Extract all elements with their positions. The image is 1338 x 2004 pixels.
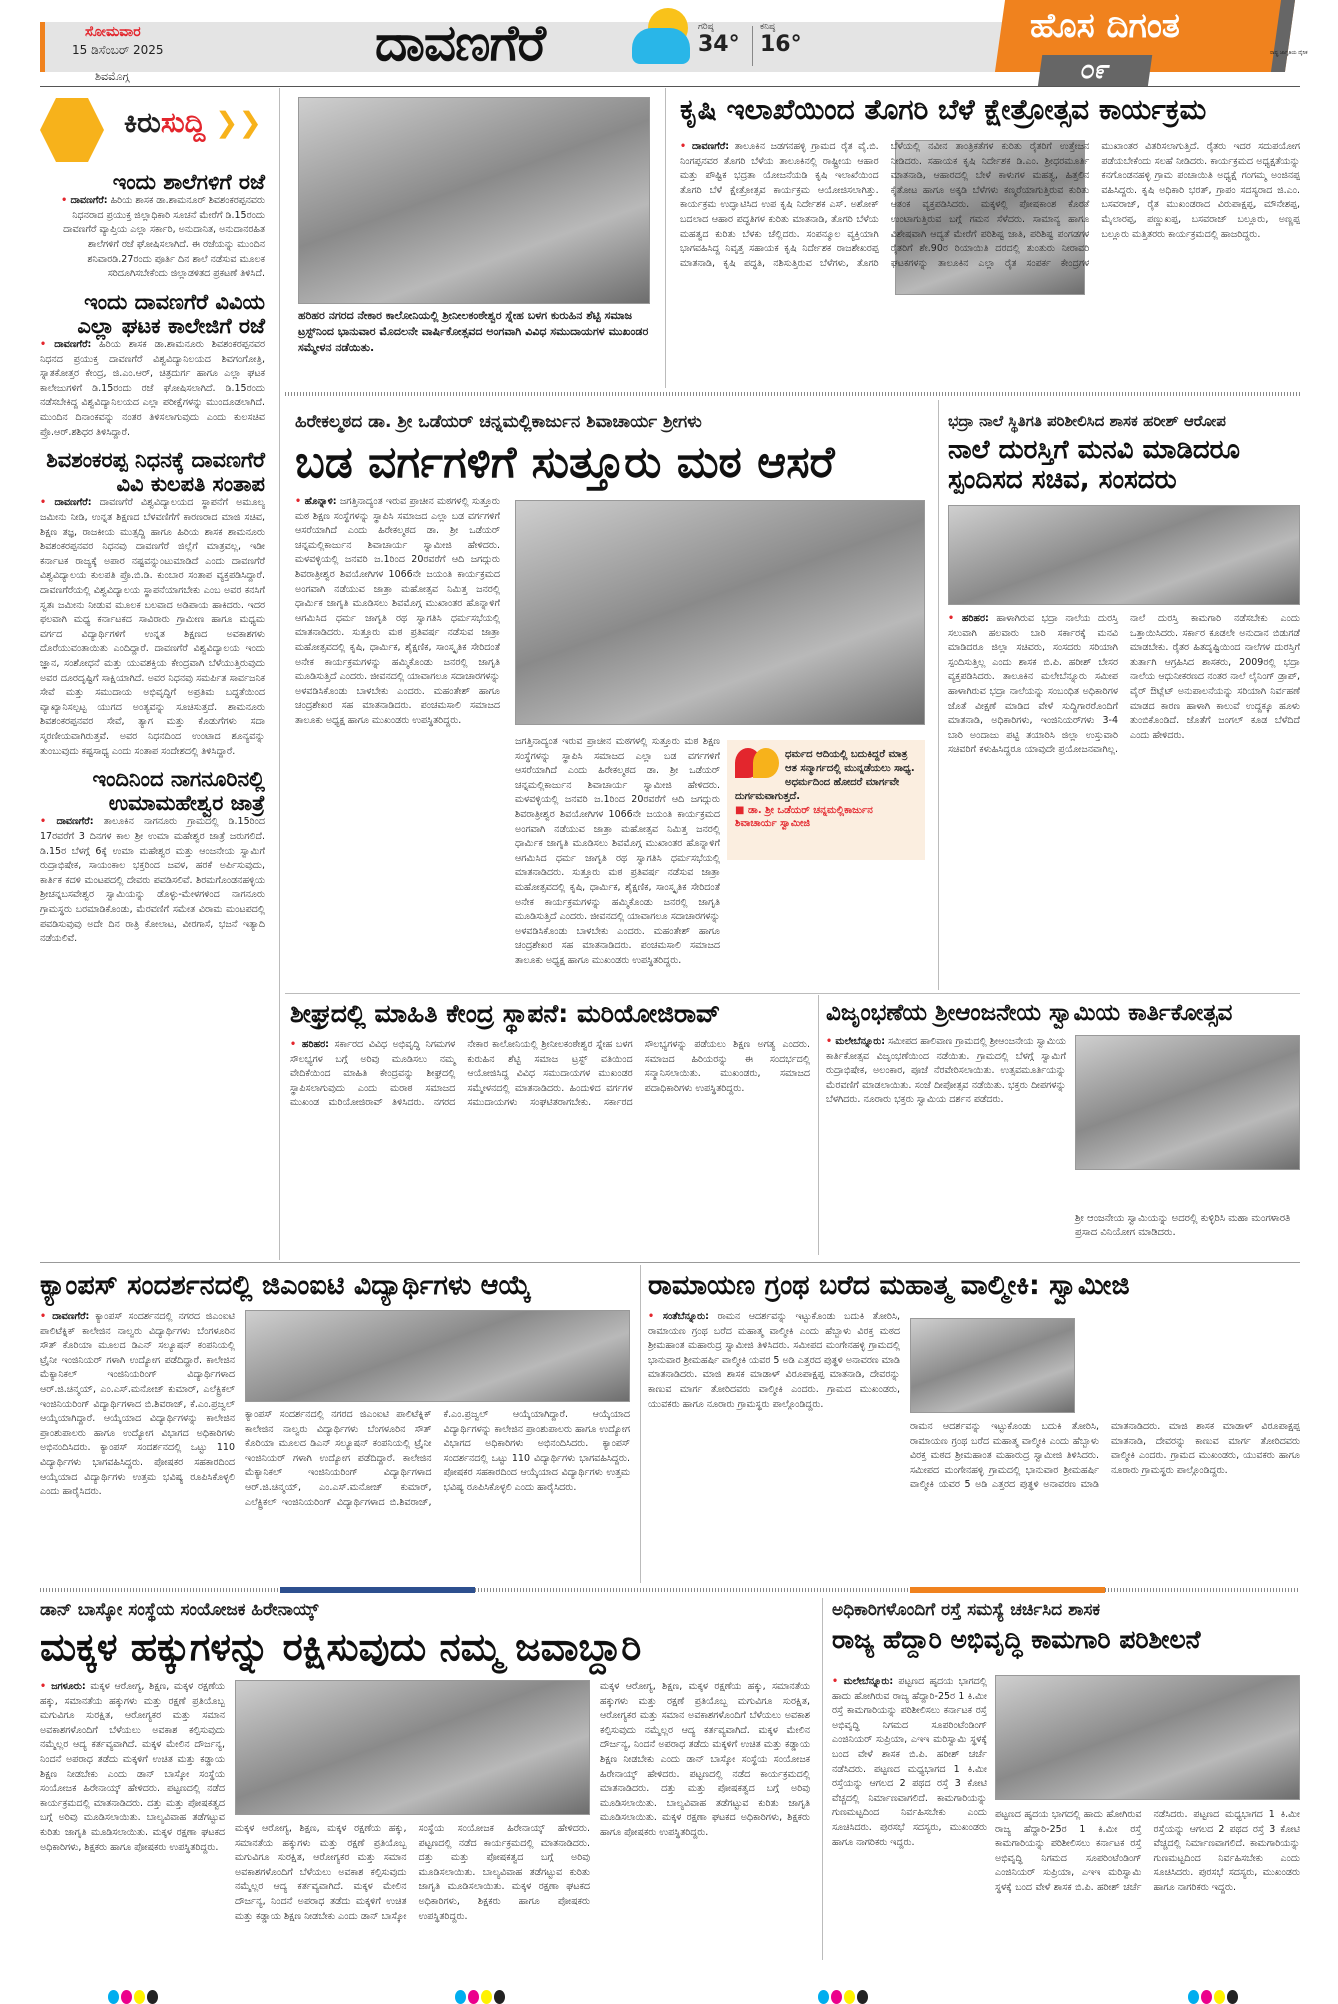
headline-mahiti: ಶೀಘ್ರದಲ್ಲಿ ಮಾಹಿತಿ ಕೇಂದ್ರ ಸ್ಥಾಪನೆ: ಮರಿಯೋಜಿರಾವ್ [290,999,721,1028]
masthead-title: ದಾವಣಗೆರೆ [375,14,545,72]
article-body-raste-cont: ಪಟ್ಟಣದ ಹೃದಯ ಭಾಗದಲ್ಲಿ ಹಾದು ಹೋಗಿರುವ ರಾಜ್ಯ ಹೆದ್ದಾರಿ-25ರ 1 ಕಿ.ಮೀ ರಸ್ತೆ ಕಾಮಗಾರಿಯನ್ನು ಪರಿಶೀಲಿಸಲು ಕರ್ನಾಟಕ ರಸ್ತೆ ಅಭಿವೃದ್ಧಿ ನಿಗಮದ ಸೂಪರಿಂಟೆಂಡಿಂಗ್ ಎಂಜಿನಿಯರ್ ಸುಪ್ರಿಯಾ, ಎಇಇ ಮರಿಸ್ವಾಮಿ ಸ್ಥಳಕ್ಕೆ ಬಂದ ವೇಳೆ ಶಾಸಕ ಬಿ.ಪಿ. ಹರೀಶ್ ಚರ್ಚೆ ನಡೆಸಿದರು. ಪಟ್ಟಣದ ಮಧ್ಯಭಾಗದ 1 ಕಿ.ಮೀ ರಸ್ತೆಯನ್ನು ಆಗಲದ 2 ಪಥದ ರಸ್ತೆ 3 ಕೋಟಿ ವೆಚ್ಚದಲ್ಲಿ ನಿರ್ಮಾಣವಾಗಲಿದೆ. ಕಾಮಗಾರಿಯನ್ನು ಗುಣಮಟ್ಟದಿಂದ ನಿರ್ವಹಿಸಬೇಕು ಎಂದು ಸೂಚಿಸಿದರು. ಪುರಸಭೆ ಸದಸ್ಯರು, ಮುಖಂಡರು ಹಾಗೂ ನಾಗರಿಕರು ಇದ್ದರು. [995,1809,1300,1893]
article-body-makkala-cont: ಮಕ್ಕಳ ಆರೋಗ್ಯ, ಶಿಕ್ಷಣ, ಮಕ್ಕಳ ರಕ್ಷಣೆಯ ಹಕ್ಕು, ಸಮಾನತೆಯ ಹಕ್ಕುಗಳು ಮತ್ತು ರಕ್ಷಣೆ ಪ್ರತಿಯೊಬ್ಬ ಮಗುವಿಗೂ ಸುರಕ್ಷಿತ, ಆರೋಗ್ಯಕರ ಮತ್ತು ಸಮಾನ ಅವಕಾಶಗಳೊಂದಿಗೆ ಬೆಳೆಯಲು ಅವಕಾಶ ಕಲ್ಪಿಸುವುದು ನಮ್ಮೆಲ್ಲರ ಆದ್ಯ ಕರ್ತವ್ಯವಾಗಿದೆ. ಮಕ್ಕಳ ಮೇಲಿನ ದೌರ್ಜನ್ಯ, ನಿಂದನೆ ಅಪರಾಧ ತಡೆದು ಮಕ್ಕಳಿಗೆ ಉಚಿತ ಮತ್ತು ಕಡ್ಡಾಯ ಶಿಕ್ಷಣ ನೀಡಬೇಕು ಎಂದು ಡಾನ್ ಬಾಸ್ಕೋ ಸಂಸ್ಥೆಯ ಸಂಯೋಜಕ ಹಿರೇನಾಯ್ಕ್ ಹೇಳಿದರು. ಪಟ್ಟಣದಲ್ಲಿ ನಡೆದ ಕಾರ್ಯಕ್ರಮದಲ್ಲಿ ಮಾತನಾಡಿದರು. ದತ್ತು ಮತ್ತು ಪೋಷಕತ್ವದ ಬಗ್ಗೆ ಅರಿವು ಮೂಡಿಸಲಾಯಿತು. ಬಾಲ್ಯವಿವಾಹ ತಡೆಗಟ್ಟುವ ಕುರಿತು ಜಾಗೃತಿ ಮೂಡಿಸಲಾಯಿತು. ಮಕ್ಕಳ ರಕ್ಷಣಾ ಘಟಕದ ಅಧಿಕಾರಿಗಳು, ಶಿಕ್ಷಕರು ಹಾಗೂ ಪೋಷಕರು ಉಪಸ್ಥಿತರಿದ್ದರು. [235,1823,590,1922]
article-body-campus-cont: ಕ್ಯಾಂಪಸ್ ಸಂದರ್ಶನದಲ್ಲಿ ನಗರದ ಜಿಎಂಐಟಿ ಪಾಲಿಟೆಕ್ನಿಕ್ ಕಾಲೇಜಿನ ನಾಲ್ವರು ವಿದ್ಯಾರ್ಥಿಗಳು ಬೆಂಗಳೂರಿನ ಸೌತ್ ಕೊರಿಯಾ ಮೂಲದ ಡಿಎನ್ ಸಲ್ಯೂಷನ್ ಕಂಪನಿಯಲ್ಲಿ ಟ್ರೈನೀ ಇಂಜಿನಿಯರ್ ಗಳಾಗಿ ಉದ್ಯೋಗ ಪಡೆದಿದ್ದಾರೆ. ಕಾಲೇಜಿನ ಮೆಕ್ಯಾನಿಕಲ್ ಇಂಜಿನಿಯರಿಂಗ್ ವಿದ್ಯಾರ್ಥಿಗಳಾದ ಆರ್.ಜಿ.ಚಿನ್ಮಯ್, ಎಂ.ಎಸ್.ಮನೋಜ್ ಕುಮಾರ್, ಎಲೆಕ್ಟ್ರಿಕಲ್ ಇಂಜಿನಿಯರಿಂಗ್ ವಿದ್ಯಾರ್ಥಿಗಳಾದ ಬಿ.ಶಿವರಾಜ್, ಕೆ.ಎಂ.ಪ್ರಜ್ವಲ್ ಆಯ್ಕೆಯಾಗಿದ್ದಾರೆ. ಆಯ್ಕೆಯಾದ ವಿದ್ಯಾರ್ಥಿಗಳನ್ನು ಕಾಲೇಜಿನ ಪ್ರಾಂಶುಪಾಲರು ಹಾಗೂ ಉದ್ಯೋಗ ವಿಭಾಗದ ಅಧಿಕಾರಿಗಳು ಅಭಿನಂದಿಸಿದರು. ಕ್ಯಾಂಪಸ್ ಸಂದರ್ಶನದಲ್ಲಿ ಒಟ್ಟು 110 ವಿದ್ಯಾರ್ಥಿಗಳು ಭಾಗವಹಿಸಿದ್ದರು. ಪೋಷಕರ ಸಹಕಾರದಿಂದ ಆಯ್ಕೆಯಾದ ವಿದ್ಯಾರ್ಥಿಗಳು ಉತ್ತಮ ಭವಿಷ್ಯ ರೂಪಿಸಿಕೊಳ್ಳಲಿ ಎಂದು ಹಾರೈಸಿದರು. [245,1409,630,1508]
headline-nale: ನಾಲೆ ದುರಸ್ತಿಗೆ ಮನವಿ ಮಾಡಿದರೂ ಸ್ಪಂದಿಸದ ಸಚಿವ, ಸಂಸದರು [948,435,1240,495]
headline-anjaneya: ವಿಜೃಂಭಣೆಯ ಶ್ರೀಆಂಜನೇಯ ಸ್ವಾಮಿಯ ಕಾರ್ತಿಕೋತ್ಸವ [826,1000,1233,1026]
headline-valmiki: ರಾಮಾಯಣ ಗ್ರಂಥ ಬರೆದ ಮಹಾತ್ಮ ವಾಲ್ಮೀಕಿ: ಸ್ವಾಮೀಜಿ [648,1270,1130,1301]
column-divider [640,1265,641,1583]
brief-item: ಇಂದು ಶಾಲೆಗಳಿಗೆ ರಜೆ • ದಾವಣಗೆರೆ: ಹಿರಿಯ ಶಾಸಕ ಡಾ.ಶಾಮನೂರ್ ಶಿವಶಂಕರಪ್ಪನವರು ನಿಧನರಾದ ಪ್ರಯುಕ್ತ ಜಿಲ್ಲಾಧಿಕಾರಿ ಸೂಚನೆ ಮೇರೆಗೆ ಡಿ.15ರಂದು ದಾವಣಗೆರೆ ವ್ಯಾಪ್ತಿಯ ಎಲ್ಲಾ ಸರ್ಕಾರಿ, ಅನುದಾನಿತ, ಅನುದಾನರಹಿತ ಶಾಲೆಗಳಿಗೆ ರಜೆ ಘೋಷಿಸಲಾಗಿದೆ. ಈ ರಜೆಯನ್ನು ಮುಂದಿನ ಶನಿವಾರಡಿ.27ರಂದು ಪೂರ್ತಿ ದಿನ ಶಾಲೆ ನಡೆಸುವ ಮೂಲಕ ಸರಿದೂಗಿಸಬೇಕೆಂದು ಜಿಲ್ಲಾಡಳಿತದ ಪ್ರಕಟಣೆ ತಿಳಿಸಿದೆ. [40,170,265,282]
column-divider [938,400,939,990]
photo-caption: ಶ್ರೀ ಆಂಜನೇಯ ಸ್ವಾಮಿಯನ್ನು ಅದರಲ್ಲಿ ಕುಳ್ಳಿರಿಸಿ ಮಹಾ ಮಂಗಳಾರತಿ ಪ್ರಸಾದ ವಿನಿಯೋಗ ಮಾಡಿದರು. [1075,1213,1291,1238]
kicker-nale: ಭದ್ರಾ ನಾಲೆ ಸ್ಥಿತಿಗತಿ ಪರಿಶೀಲಿಸಿದ ಶಾಸಕ ಹರೀಶ್ ಆರೋಪ [948,412,1226,430]
photo-dharma-ratha [515,500,925,725]
article-body-krishi: • ದಾವಣಗೆರೆ: ತಾಲೂಕಿನ ಜಡಗನಹಳ್ಳಿ ಗ್ರಾಮದ ರೈತ ವೈ.ಬಿ. ನಿಂಗಪ್ಪನವರ ತೊಗರಿ ಬೆಳೆಯ ತಾಲೂಕಿನಲ್ಲಿ ರಾಷ್ಟ್ರೀಯ ಆಹಾರ ಮತ್ತು ಪೌಷ್ಟಿಕ ಭದ್ರತಾ ಯೋಜನೆಯಡಿ ಕೃಷಿ ಇಲಾಖೆಯಿಂದ ತೊಗರಿ ಬೆಳೆ ಕ್ಷೇತ್ರೋತ್ಸವ ಕಾರ್ಯಕ್ರಮ ಆಯೋಜಿಸಲಾಗಿತ್ತು. ಕಾರ್ಯಕ್ರಮ ಉದ್ಘಾಟಿಸಿದ ಉಪ ಕೃಷಿ ನಿರ್ದೇಶಕ ಎಸ್. ಅಶೋಕ್ ಬದಲಾದ ಆಹಾರ ಪದ್ಧತಿಗಳ ಕುರಿತು ಮಾತನಾಡಿ, ತೊಗರಿ ಬೆಳೆಯ ಮಹತ್ವದ ಕುರಿತು ಬೆಳಕು ಚೆಲ್ಲಿದರು. ಸಂಪನ್ಮೂಲ ವ್ಯಕ್ತಿಯಾಗಿ ಭಾಗವಹಿಸಿದ್ದ ನಿವೃತ್ತ ಸಹಾಯಕ ಕೃಷಿ ನಿರ್ದೇಶಕ ರಾಜಶೇಖರಪ್ಪ ಮಾತನಾಡಿ, ಕೃಷಿ ಪದ್ಧತಿ, ನಶಿಸುತ್ತಿರುವ ಬೆಳೆಗಳು, ತೊಗರಿ ಬೆಳೆಯಲ್ಲಿ ನವೀನ ತಾಂತ್ರಿಕತೆಗಳ ಕುರಿತು ರೈತರಿಗೆ ಉತ್ತೇಜನ ನೀಡಿದರು. ಸಹಾಯಕ ಕೃಷಿ ನಿರ್ದೇಶಕ ಡಿ.ಎಂ. ಶ್ರೀಧರಮೂರ್ತಿ ಮಾತನಾಡಿ, ಆಹಾರದಲ್ಲಿ ಬೇಳೆ ಕಾಳುಗಳ ಮಹತ್ವ, ಹಿತ್ತಲಿನ ಕೈತೋಟ ಹಾಗೂ ಅಕ್ಕಡಿ ಬೆಳೆಗಳು ಕಣ್ಮರೆಯಾಗುತ್ತಿರುವ ಕುರಿತು ಆತಂಕ ವ್ಯಕ್ತಪಡಿಸಿದರು. ಮಕ್ಕಳಲ್ಲಿ ಪೋಷಕಾಂಶ ಕೊರತೆ ಉಂಟಾಗುತ್ತಿರುವ ಬಗ್ಗೆ ಗಮನ ಸೆಳೆದರು. ಸಾಮಾನ್ಯ ಹಾಗೂ ವಿಶೇಷವಾಗಿ ಆದ್ಯತೆ ಮೇರೆಗೆ ಪರಿಶಿಷ್ಟ ಜಾತಿ, ಪರಿಶಿಷ್ಟ ಪಂಗಡಗಳ ರೈತರಿಗೆ ಶೇ.90ರ ರಿಯಾಯಿತಿ ದರದಲ್ಲಿ ತುಂತುರು ನೀರಾವರಿ ಘಟಕಗಳನ್ನು ತಾಲೂಕಿನ ಎಲ್ಲಾ ರೈತ ಸಂಪರ್ಕ ಕೇಂದ್ರಗಳ ಮುಖಾಂತರ ವಿತರಿಸಲಾಗುತ್ತಿದೆ. ರೈತರು ಇದರ ಸದುಪಯೋಗ ಪಡೆಯಬೇಕೆಂದು ಸಲಹೆ ನೀಡಿದರು. ಕಾರ್ಯಕ್ರಮದ ಅಧ್ಯಕ್ಷತೆಯನ್ನು ಕನಗೊಂಡನಹಳ್ಳಿ ಗ್ರಾಮ ಪಂಚಾಯಿತಿ ಅಧ್ಯಕ್ಷೆ ಗಂಗಮ್ಮ ಅಂಜಿನಪ್ಪ ವಹಿಸಿದ್ದರು. ಕೃಷಿ ಅಧಿಕಾರಿ ಭರತ್, ಗ್ರಾಪಂ ಸದಸ್ಯರಾದ ಜಿ.ಎಂ. ಬಸವರಾಜ್, ರೈತ ಮುಖಂಡರಾದ ವಿರುಪಾಕ್ಷಪ್ಪ, ಮೌನೇಶಪ್ಪ, ಮೈಲಾರಪ್ಪ, ಪಣ್ಣುಖಪ್ಪ, ಬಸವರಾಜ್ ಬಲ್ಲೂರು, ಅಣ್ಣಪ್ಪ ಬಲ್ಲೂರು ಮತ್ತಿತರರು ಕಾರ್ಯಕ್ರಮದಲ್ಲಿ ಹಾಜರಿದ್ದರು. [680,140,1300,385]
header-rule [40,86,1300,87]
brief-item: ಶಿವಶಂಕರಪ್ಪ ನಿಧನಕ್ಕೆ ದಾವಣಗೆರೆ ವಿವಿ ಕುಲಪತಿ ಸಂತಾಪ • ದಾವಣಗೆರೆ: ದಾವಣಗೆರೆ ವಿಶ್ವವಿದ್ಯಾಲಯದ ಸ್ಥಾಪನೆಗೆ ಅಮೂಲ್ಯ ಜಮೀನು ನೀಡಿ, ಉನ್ನತ ಶಿಕ್ಷಣದ ಬೆಳವಣಿಗೆಗೆ ಕಾರಣರಾದ ಮಾಜಿ ಸಚಿವ, ಶಿಕ್ಷಣ ತಜ್ಞ, ರಾಜಕೀಯ ಮುತ್ಸದ್ದಿ ಹಾಗೂ ಹಿರಿಯ ಶಾಸಕ ಶಾಮನೂರು ಶಿವಶಂಕರಪ್ಪನವರ ನಿಧನವು ದಾವಣಗೆರೆ ಜಿಲ್ಲೆಗೆ ಮಾತ್ರವಲ್ಲ, ಇಡೀ ಕರ್ನಾಟಕ ರಾಜ್ಯಕ್ಕೆ ಅಪಾರ ನಷ್ಟವನ್ನುಂಟುಮಾಡಿದೆ ಎಂದು ದಾವಣಗೆರೆ ವಿಶ್ವವಿದ್ಯಾಲಯ ಕುಲಪತಿ ಪ್ರೊ.ಬಿ.ಡಿ. ಕುಂಬಾರ ಸಂತಾಪ ವ್ಯಕ್ತಪಡಿಸಿದ್ದಾರೆ. ದಾವಣಗೆರೆಯಲ್ಲಿ ವಿಶ್ವವಿದ್ಯಾಲಯ ಸ್ಥಾಪನೆಯಾಗಬೇಕು ಎಂಬ ಅವರ ಕನಸಿಗೆ ಸ್ವತಃ ಜಮೀನು ನೀಡುವ ಮೂಲಕ ಬಲವಾದ ಅಡಿಪಾಯ ಹಾಕಿದರು. ಇದರ ಫಲವಾಗಿ ಮಧ್ಯ ಕರ್ನಾಟಕದ ಸಾವಿರಾರು ಗ್ರಾಮೀಣ ಹಾಗೂ ಮಧ್ಯಮ ವರ್ಗದ ವಿದ್ಯಾರ್ಥಿಗಳಿಗೆ ಉನ್ನತ ಶಿಕ್ಷಣದ ಅವಕಾಶಗಳು ದೊರೆಯುವಂತಾಯಿತು ಎಂದಿದ್ದಾರೆ. ದಾವಣಗೆರೆ ವಿಶ್ವವಿದ್ಯಾಲಯ ಇಂದು ಜ್ಞಾನ, ಸಂಶೋಧನೆ ಮತ್ತು ಯುವಶಕ್ತಿಯ ಕೇಂದ್ರವಾಗಿ ಬೆಳೆಯುತ್ತಿರುವುದು ಅವರ ದೂರದೃಷ್ಟಿಗೆ ಸಾಕ್ಷಿಯಾಗಿದೆ. ಅವರ ನಿಧನವು ಸಮರ್ಪಿತ ಸಾರ್ವಜನಿಕ ಸೇವೆ ಮತ್ತು ಸಮುದಾಯ ಅಭಿವೃದ್ಧಿಗೆ ಅಪ್ರತಿಮ ಬದ್ಧತೆಯಿಂದ ವ್ಯಾಖ್ಯಾನಿಸಲ್ಪಟ್ಟ ಯುಗದ ಅಂತ್ಯವನ್ನು ಸೂಚಿಸುತ್ತದೆ. ಶಾಮನೂರು ಶಿವಶಂಕರಪ್ಪನವರ ಸೇವೆ, ತ್ಯಾಗ ಮತ್ತು ಕೊಡುಗೆಗಳು ಸದಾ ಸ್ಮರಣೀಯವಾಗಿರುತ್ತವೆ. ಅವರ ನಿಧನದಿಂದ ಉಂಟಾದ ಶೂನ್ಯವನ್ನು ತುಂಬುವುದು ಕಷ್ಟಸಾಧ್ಯ ಎಂದು ಸಂತಾಪ ಸಂದೇಶದಲ್ಲಿ ತಿಳಿಸಿದ್ದಾರೆ. [40,448,265,759]
kicker-makkala: ಡಾನ್ ಬಾಸ್ಕೋ ಸಂಸ್ಥೆಯ ಸಂಯೋಜಕ ಹಿರೇನಾಯ್ಕ್ [40,1600,319,1620]
article-body-suttur: • ಹೊನ್ನಾಳಿ: ಜಗತ್ತಿನಾದ್ಯಂತ ಇರುವ ಪ್ರಾಚೀನ ಮಠಗಳಲ್ಲಿ ಸುತ್ತೂರು ಮಠ ಶಿಕ್ಷಣ ಸಂಸ್ಥೆಗಳನ್ನು ಸ್ಥಾಪಿಸಿ ಸಮಾಜದ ಎಲ್ಲಾ ಬಡ ವರ್ಗಗಳಿಗೆ ಆಸರೆಯಾಗಿದೆ ಎಂದು ಹಿರೇಕಲ್ಮಠದ ಡಾ. ಶ್ರೀ ಒಡೆಯರ್ ಚನ್ನಮಲ್ಲಿಕಾರ್ಜುನ ಶಿವಾಚಾರ್ಯ ಸ್ವಾಮೀಜಿ ಹೇಳಿದರು. ಮಳವಳ್ಳಿಯಲ್ಲಿ ಜನವರಿ ಜ.1ರಿಂದ 20ರವರೆಗೆ ಆದಿ ಜಗದ್ಗುರು ಶಿವರಾತ್ರೀಶ್ವರ ಶಿವಯೋಗಿಗಳ 1066ನೇ ಜಯಂತಿ ಕಾರ್ಯಕ್ರಮದ ಅಂಗವಾಗಿ ನಡೆಯುವ ಜಾತ್ರಾ ಮಹೋತ್ಸವ ನಿಮಿತ್ತ ಜನರಲ್ಲಿ ಧಾರ್ಮಿಕ ಜಾಗೃತಿ ಮೂಡಿಸಲು ಶಿವಮೊಗ್ಗ ಮುಖಾಂತರ ಹೊನ್ನಾಳಿಗೆ ಆಗಮಿಸಿದ ಧರ್ಮ ಜಾಗೃತಿ ರಥ ಸ್ವಾಗತಿಸಿ ಧರ್ಮಸಭೆಯಲ್ಲಿ ಮಾತನಾಡಿದರು. ಸುತ್ತೂರು ಮಠ ಪ್ರತಿವರ್ಷ ನಡೆಸುವ ಜಾತ್ರಾ ಮಹೋತ್ಸವದಲ್ಲಿ ಕೃಷಿ, ಧಾರ್ಮಿಕ, ಶೈಕ್ಷಣಿಕ, ಸಾಂಸ್ಕೃತಿಕ ಸೇರಿದಂತೆ ಅನೇಕ ಕಾರ್ಯಕ್ರಮಗಳನ್ನು ಹಮ್ಮಿಕೊಂಡು ಜನರಲ್ಲಿ ಜಾಗೃತಿ ಮೂಡಿಸುತ್ತಿದೆ ಎಂದರು. ಜೀವನದಲ್ಲಿ ಯಾವಾಗಲೂ ಸದಾಚಾರಗಳನ್ನು ಅಳವಡಿಸಿಕೊಂಡು ಬಾಳಬೇಕು ಎಂದರು. ಮಹಂತೇಶ್ ಹಾಗೂ ಚಂದ್ರಶೇಖರ ಸಹ ಮಾತನಾಡಿದರು. ಪಂಚಮಸಾಲಿ ಸಮಾಜದ ತಾಲೂಕು ಅಧ್ಯಕ್ಷ ಹಾಗೂ ಮುಖಂಡರು ಉಪಸ್ಥಿತರಿದ್ದರು. [295,495,500,990]
column-divider [818,995,819,1255]
brief-item: ಇಂದು ದಾವಣಗೆರೆ ವಿವಿಯ ಎಲ್ಲಾ ಘಟಕ ಕಾಲೇಜಿಗೆ ರಜೆ • ದಾವಣಗೆರೆ: ಹಿರಿಯ ಶಾಸಕ ಡಾ.ಶಾಮನೂರು ಶಿವಶಂಕರಪ್ಪನವರ ನಿಧನದ ಪ್ರಯುಕ್ತ ದಾವಣಗೆರೆ ವಿಶ್ವವಿದ್ಯಾನಿಲಯದ ಶಿವಗಂಗೋತ್ರಿ, ಸ್ನಾತಕೋತ್ತರ ಕೇಂದ್ರ, ಜಿ.ಎಂ.ಆರ್, ಚಿತ್ರದುರ್ಗ ಹಾಗೂ ಎಲ್ಲಾ ಘಟಕ ಕಾಲೇಜುಗಳಿಗೆ ಡಿ.15ರಂದು ರಜೆ ಘೋಷಿಸಲಾಗಿದೆ. ಡಿ.15ರಂದು ನಡೆಸಬೇಕಿದ್ದ ವಿಶ್ವವಿದ್ಯಾನಿಲಯದ ಎಲ್ಲಾ ಪರೀಕ್ಷೆಗಳನ್ನು ಮುಂದೂಡಲಾಗಿದೆ. ಮುಂದಿನ ದಿನಾಂಕವನ್ನು ನಂತರ ತಿಳಿಸಲಾಗುವುದು ಎಂದು ಕುಲಸಚಿವ ಪ್ರೊ.ಆರ್.ಶಶಿಧರ ತಿಳಿಸಿದ್ದಾರೆ. [40,290,265,440]
header-day: ಸೋಮವಾರ [85,24,141,40]
quote-icon [735,748,779,782]
photo-children-rights [235,1680,590,1815]
color-band-orange [910,1587,1105,1593]
article-body-valmiki: • ಸಂತೆಬೆನ್ನೂರು: ರಾಮನ ಆದರ್ಶವನ್ನು ಇಟ್ಟುಕೊಂಡು ಬದುಕಿ ತೋರಿಸಿ, ರಾಮಾಯಣ ಗ್ರಂಥ ಬರೆದ ಮಹಾತ್ಮ ವಾಲ್ಮೀಕಿ ಎಂದು ಹೆಬ್ಬಾಳು ವಿರಕ್ತ ಮಠದ ಶ್ರೀಮಹಾಂತ ಮಹಾರುದ್ರ ಸ್ವಾಮೀಜಿ ತಿಳಿಸಿದರು. ಸಮೀಪದ ಮಂಗೇನಹಳ್ಳಿ ಗ್ರಾಮದಲ್ಲಿ ಭಾನುವಾರ ಶ್ರೀಮಹರ್ಷಿ ವಾಲ್ಮೀಕಿ ಯವರ 5 ಅಡಿ ಎತ್ತರದ ಪುತ್ಥಳಿ ಅನಾವರಣ ಮಾಡಿ ಮಾತನಾಡಿದರು. ಮಾಜಿ ಶಾಸಕ ಮಾಡಾಳ್ ವಿರೂಪಾಕ್ಷಪ್ಪ ಮಾತನಾಡಿ, ದೇವರನ್ನು ಕಾಣುವ ಮಾರ್ಗ ತೋರಿದವರು ವಾಲ್ಮೀಕಿ ಎಂದರು. ಗ್ರಾಮದ ಮುಖಂಡರು, ಯುವಕರು ಹಾಗೂ ನೂರಾರು ಗ್ರಾಮಸ್ಥರು ಪಾಲ್ಗೊಂಡಿದ್ದರು. [648,1310,900,1580]
section-divider [285,392,1300,396]
article-body-anjaneya: • ಮಲೇಬೆನ್ನೂರು: ಸಮೀಪದ ಹಾಲಿವಾಣ ಗ್ರಾಮದಲ್ಲಿ ಶ್ರೀಆಂಜನೇಯ ಸ್ವಾಮಿಯ ಕಾರ್ತಿಕೋತ್ಸವ ವಿಜೃಂಭಣೆಯಿಂದ ನಡೆಯಿತು. ಗ್ರಾಮದಲ್ಲಿ ಬೆಳಗ್ಗೆ ಸ್ವಾಮಿಗೆ ರುದ್ರಾಭಿಷೇಕ, ಅಲಂಕಾರ, ಪೂಜೆ ನೆರವೇರಿಸಲಾಯಿತು. ಉತ್ಸವಮೂರ್ತಿಯನ್ನು ಮೆರವಣಿಗೆ ಮಾಡಲಾಯಿತು. ಸಂಜೆ ದೀಪೋತ್ಸವ ನಡೆಯಿತು. ಭಕ್ತರು ದೀಪಗಳನ್ನು ಬೆಳಗಿದರು. ನೂರಾರು ಭಕ್ತರು ಸ್ವಾಮಿಯ ದರ್ಶನ ಪಡೆದರು. [826,1035,1066,1250]
registration-marks [1188,1990,1238,2004]
headline-campus: ಕ್ಯಾಂಪಸ್ ಸಂದರ್ಶನದಲ್ಲಿ ಜಿಎಂಐಟಿ ವಿದ್ಯಾರ್ಥಿಗಳು ಆಯ್ಕೆ [40,1270,532,1301]
header-edition-city: ಶಿವಮೊಗ್ಗ [95,70,130,83]
max-temp: ಗರಿಷ್ಠ 34° [698,22,740,57]
article-body-makkala: • ಜಗಳೂರು: ಮಕ್ಕಳ ಆರೋಗ್ಯ, ಶಿಕ್ಷಣ, ಮಕ್ಕಳ ರಕ್ಷಣೆಯ ಹಕ್ಕು, ಸಮಾನತೆಯ ಹಕ್ಕುಗಳು ಮತ್ತು ರಕ್ಷಣೆ ಪ್ರತಿಯೊಬ್ಬ ಮಗುವಿಗೂ ಸುರಕ್ಷಿತ, ಆರೋಗ್ಯಕರ ಮತ್ತು ಸಮಾನ ಅವಕಾಶಗಳೊಂದಿಗೆ ಬೆಳೆಯಲು ಅವಕಾಶ ಕಲ್ಪಿಸುವುದು ನಮ್ಮೆಲ್ಲರ ಆದ್ಯ ಕರ್ತವ್ಯವಾಗಿದೆ. ಮಕ್ಕಳ ಮೇಲಿನ ದೌರ್ಜನ್ಯ, ನಿಂದನೆ ಅಪರಾಧ ತಡೆದು ಮಕ್ಕಳಿಗೆ ಉಚಿತ ಮತ್ತು ಕಡ್ಡಾಯ ಶಿಕ್ಷಣ ನೀಡಬೇಕು ಎಂದು ಡಾನ್ ಬಾಸ್ಕೋ ಸಂಸ್ಥೆಯ ಸಂಯೋಜಕ ಹಿರೇನಾಯ್ಕ್ ಹೇಳಿದರು. ಪಟ್ಟಣದಲ್ಲಿ ನಡೆದ ಕಾರ್ಯಕ್ರಮದಲ್ಲಿ ಮಾತನಾಡಿದರು. ದತ್ತು ಮತ್ತು ಪೋಷಕತ್ವದ ಬಗ್ಗೆ ಅರಿವು ಮೂಡಿಸಲಾಯಿತು. ಬಾಲ್ಯವಿವಾಹ ತಡೆಗಟ್ಟುವ ಕುರಿತು ಜಾಗೃತಿ ಮೂಡಿಸಲಾಯಿತು. ಮಕ್ಕಳ ರಕ್ಷಣಾ ಘಟಕದ ಅಧಿಕಾರಿಗಳು, ಶಿಕ್ಷಕರು ಹಾಗೂ ಪೋಷಕರು ಉಪಸ್ಥಿತರಿದ್ದರು. [40,1680,225,1960]
photo-caption: ಹರಿಹರ ನಗರದ ನೇಕಾರ ಕಾಲೋನಿಯಲ್ಲಿ ಶ್ರೀನೀಲಕಂಠೇಶ್ವರ ಸ್ನೇಹ ಬಳಗ ಕುರುಹಿನ ಶೆಟ್ಟಿ ಸಮಾಜ ಟ್ರಸ್ಟ್‌ನಿಂದ ಭಾನುವಾರ ಮೊದಲನೇ ವಾರ್ಷಿಕೋತ್ಸವದ ಅಂಗವಾಗಿ ವಿವಿಧ ಸಮುದಾಯಗಳ ಮುಖಂಡರ ಸಮ್ಮೇಳನ ನಡೆಯಿತು. [298,309,649,354]
headline-raste: ರಾಜ್ಯ ಹೆದ್ದಾರಿ ಅಭಿವೃದ್ಧಿ ಕಾಮಗಾರಿ ಪರಿಶೀಲನೆ [832,1625,1201,1654]
brief-headline: ಇಂದು ದಾವಣಗೆರೆ ವಿವಿಯ ಎಲ್ಲಾ ಘಟಕ ಕಾಲೇಜಿಗೆ ರಜೆ [77,289,265,338]
headline-krishi: ಕೃಷಿ ಇಲಾಖೆಯಿಂದ ತೊಗರಿ ಬೆಳೆ ಕ್ಷೇತ್ರೋತ್ಸವ ಕಾರ್ಯಕ್ರಮ [680,93,1207,126]
chevrons-icon: ❯❯ [205,106,262,139]
cloud-icon [632,28,690,64]
photo-anjaneya [1075,1035,1300,1170]
headline-makkala: ಮಕ್ಕಳ ಹಕ್ಕುಗಳನ್ನು ರಕ್ಷಿಸುವುದು ನಮ್ಮ ಜವಾಬ್ದಾರಿ [40,1625,642,1669]
photo-highway-inspection [995,1675,1300,1800]
photo-valmiki-statue [910,1318,1075,1413]
photo-community-meet [298,97,650,304]
brief-item: ಇಂದಿನಿಂದ ನಾಗನೂರಿನಲ್ಲಿ ಉಮಾಮಹೇಶ್ವರ ಜಾತ್ರೆ • ದಾವಣಗೆರೆ: ತಾಲೂಕಿನ ನಾಗನೂರು ಗ್ರಾಮದಲ್ಲಿ ಡಿ.15ರಿಂದ 17ರವರೆಗೆ 3 ದಿನಗಳ ಕಾಲ ಶ್ರೀ ಉಮಾ ಮಹೇಶ್ವರ ಜಾತ್ರೆ ಜರುಗಲಿದೆ. ಡಿ.15ರ ಬೆಳಗ್ಗೆ 6ಕ್ಕೆ ಉಮಾ ಮಹೇಶ್ವರ ಮತ್ತು ಆಂಜನೇಯ ಸ್ವಾಮಿಗೆ ರುದ್ರಾಭಿಷೇಕ, ಸಾಯಂಕಾಲ ಭಕ್ತರಿಂದ ಜವಳ, ಹರಕೆ ಅರ್ಪಿಸುವುದು, ಕಾರ್ತಿಕ ಕದಳಿ ಮಂಟಪದಲ್ಲಿ ದೇವರು ಪವಡಿಸಲಿವೆ. ಶಿರಮಗೊಂಡನಹಳ್ಳಿಯ ಶ್ರೀಚನ್ನಬಸವೇಶ್ವರ ಸ್ವಾಮಿಯನ್ನು ಡೊಳ್ಳು-ಮೇಳಗಳಿಂದ ನಾಗನೂರು ಗ್ರಾಮಸ್ಥರು ಬರಮಾಡಿಕೊಂಡು, ಮೆರವಣಿಗೆ ಸಮೇತ ವಿರಾಮ ಮಂಟಪದಲ್ಲಿ ಪವಡಿಸುವುವು ಅದೇ ದಿನ ರಾತ್ರಿ ಕೋಲಾಟ, ವೀರಗಾಸೆ, ಭಜನೆ ಇತ್ಯಾದಿ ನಡೆಯಲಿವೆ. [40,767,265,947]
article-body-mahiti: • ಹರಿಹರ: ಸರ್ಕಾರದ ವಿವಿಧ ಅಭಿವೃದ್ಧಿ ನಿಗಮಗಳ ಸೌಲಭ್ಯಗಳ ಬಗ್ಗೆ ಅರಿವು ಮೂಡಿಸಲು ನಮ್ಮ ವೇದಿಕೆಯಿಂದ ಮಾಹಿತಿ ಕೇಂದ್ರವನ್ನು ಶೀಘ್ರದಲ್ಲಿ ಸ್ಥಾಪಿಸಲಾಗುವುದು ಎಂದು ಮರಾಠ ಸಮಾಜದ ಮುಖಂಡ ಮರಿಯೋಜಿರಾವ್ ತಿಳಿಸಿದರು. ನಗರದ ನೇಕಾರ ಕಾಲೋನಿಯಲ್ಲಿ ಶ್ರೀನೀಲಕಂಠೇಶ್ವರ ಸ್ನೇಹ ಬಳಗ ಕುರುಹಿನ ಶೆಟ್ಟಿ ಸಮಾಜ ಟ್ರಸ್ಟ್ ವತಿಯಿಂದ ಆಯೋಜಿಸಿದ್ದ ವಿವಿಧ ಸಮುದಾಯಗಳ ಮುಖಂಡರ ಸಮ್ಮೇಳನದಲ್ಲಿ ಮಾತನಾಡಿದರು. ಹಿಂದುಳಿದ ವರ್ಗಗಳ ಸಮುದಾಯಗಳು ಸಂಘಟಿತರಾಗಬೇಕು. ಸರ್ಕಾರದ ಸೌಲಭ್ಯಗಳನ್ನು ಪಡೆಯಲು ಶಿಕ್ಷಣ ಅಗತ್ಯ ಎಂದರು. ಸಮಾಜದ ಹಿರಿಯರನ್ನು ಈ ಸಂದರ್ಭದಲ್ಲಿ ಸನ್ಮಾನಿಸಲಾಯಿತು. ಮುಖಂಡರು, ಸಮಾಜದ ಪದಾಧಿಕಾರಿಗಳು ಉಪಸ್ಥಿತರಿದ್ದರು. [290,1038,810,1250]
pointing-hand-icon [40,98,104,162]
column-divider [665,88,666,388]
headline-suttur: ಬಡ ವರ್ಗಗಳಿಗೆ ಸುತ್ತೂರು ಮಠ ಆಸರೆ [295,437,835,488]
min-temp: ಕನಿಷ್ಠ 16° [760,22,802,57]
column-divider [279,88,280,1260]
article-body-nale: • ಹರಿಹರ: ಹಾಳಾಗಿರುವ ಭದ್ರಾ ನಾಲೆಯ ದುರಸ್ತಿ ಸಲುವಾಗಿ ಹಲವಾರು ಬಾರಿ ಸರ್ಕಾರಕ್ಕೆ ಮನವಿ ಮಾಡಿದರೂ ಜಿಲ್ಲಾ ಸಚಿವರು, ಸಂಸದರು ಸರಿಯಾಗಿ ಸ್ಪಂದಿಸುತ್ತಿಲ್ಲ ಎಂದು ಶಾಸಕ ಬಿ.ಪಿ. ಹರೀಶ್ ಬೇಸರ ವ್ಯಕ್ತಪಡಿಸಿದರು. ತಾಲೂಕಿನ ಮಲೇಬೆನ್ನೂರು ಸಮೀಪ ಹಾಳಾಗಿರುವ ಭದ್ರಾ ನಾಲೆಯನ್ನು ಸಂಬಂಧಿತ ಅಧಿಕಾರಿಗಳ ಜೊತೆ ವೀಕ್ಷಣೆ ಮಾಡಿದ ವೇಳೆ ಸುದ್ದಿಗಾರರೊಂದಿಗೆ ಮಾತನಾಡಿ, ಅಧಿಕಾರಿಗಳು, ಇಂಜಿನಿಯರ್‌ಗಳು 3-4 ಬಾರಿ ಅಂದಾಜು ಪಟ್ಟಿ ತಯಾರಿಸಿ ಜಿಲ್ಲಾ ಉಸ್ತುವಾರಿ ಸಚಿವರಿಗೆ ಕಳುಹಿಸಿದ್ದರೂ ಯಾವುದೇ ಪ್ರಯೋಜನವಾಗಿಲ್ಲ. ನಾಲೆ ದುರಸ್ತಿ ಕಾಮಗಾರಿ ನಡೆಸಬೇಕು ಎಂದು ಒತ್ತಾಯಿಸಿದರು. ಸರ್ಕಾರ ಕೂಡಲೇ ಅನುದಾನ ಬಿಡುಗಡೆ ಮಾಡಬೇಕು. ರೈತರ ಹಿತದೃಷ್ಟಿಯಿಂದ ನಾಲೆಗಳ ದುರಸ್ತಿಗೆ ತುರ್ತಾಗಿ ಆಗ್ರಹಿಸಿದ ಶಾಸಕರು, 2009ರಲ್ಲಿ ಭದ್ರಾ ನಾಲೆಯ ಆಧುನೀಕರಣದ ನಂತರ ನಾಲೆ ಲೈನಿಂಗ್ ಡ್ರಾಪ್, ವೈರ್ ಔಟ್ಲೆಟ್ ಅನುಪಾಲನೆಯನ್ನು ಸರಿಯಾಗಿ ನಿರ್ವಹಣೆ ಮಾಡದ ಕಾರಣ ಹಾಳಾಗಿ ಕಾಲುವೆ ಉದ್ದಕ್ಕೂ ಹೂಳು ತುಂಬಿಕೊಂಡಿದೆ. ಜೊತೆಗೆ ಜಂಗಲ್ ಕೂಡ ಬೆಳೆದಿದೆ ಎಂದು ಹೇಳಿದರು. [948,612,1300,987]
photo-canal-inspection [948,505,1300,605]
registration-marks [455,1990,505,2004]
column-divider [822,1598,823,1960]
registration-marks [108,1990,158,2004]
newspaper-logo: ಹೊಸ ದಿಗಂತ [1030,6,1180,46]
color-band-blue [280,1587,475,1593]
brief-headline: ಶಿವಶಂಕರಪ್ಪ ನಿಧನಕ್ಕೆ ದಾವಣಗೆರೆ ವಿವಿ ಕುಲಪತಿ ಸಂತಾಪ [46,448,265,497]
article-body-valmiki-cont: ರಾಮನ ಆದರ್ಶವನ್ನು ಇಟ್ಟುಕೊಂಡು ಬದುಕಿ ತೋರಿಸಿ, ರಾಮಾಯಣ ಗ್ರಂಥ ಬರೆದ ಮಹಾತ್ಮ ವಾಲ್ಮೀಕಿ ಎಂದು ಹೆಬ್ಬಾಳು ವಿರಕ್ತ ಮಠದ ಶ್ರೀಮಹಾಂತ ಮಹಾರುದ್ರ ಸ್ವಾಮೀಜಿ ತಿಳಿಸಿದರು. ಸಮೀಪದ ಮಂಗೇನಹಳ್ಳಿ ಗ್ರಾಮದಲ್ಲಿ ಭಾನುವಾರ ಶ್ರೀಮಹರ್ಷಿ ವಾಲ್ಮೀಕಿ ಯವರ 5 ಅಡಿ ಎತ್ತರದ ಪುತ್ಥಳಿ ಅನಾವರಣ ಮಾಡಿ ಮಾತನಾಡಿದರು. ಮಾಜಿ ಶಾಸಕ ಮಾಡಾಳ್ ವಿರೂಪಾಕ್ಷಪ್ಪ ಮಾತನಾಡಿ, ದೇವರನ್ನು ಕಾಣುವ ಮಾರ್ಗ ತೋರಿದವರು ವಾಲ್ಮೀಕಿ ಎಂದರು. ಗ್ರಾಮದ ಮುಖಂಡರು, ಯುವಕರು ಹಾಗೂ ನೂರಾರು ಗ್ರಾಮಸ್ಥರು ಪಾಲ್ಗೊಂಡಿದ್ದರು. [910,1421,1300,1491]
kirusuddi-title: ಕಿರುಸುದ್ದಿ ❯❯ [124,106,262,139]
article-body-campus: • ದಾವಣಗೆರೆ: ಕ್ಯಾಂಪಸ್ ಸಂದರ್ಶನದಲ್ಲಿ ನಗರದ ಜಿಎಂಐಟಿ ಪಾಲಿಟೆಕ್ನಿಕ್ ಕಾಲೇಜಿನ ನಾಲ್ವರು ವಿದ್ಯಾರ್ಥಿಗಳು ಬೆಂಗಳೂರಿನ ಸೌತ್ ಕೊರಿಯಾ ಮೂಲದ ಡಿಎನ್ ಸಲ್ಯೂಷನ್ ಕಂಪನಿಯಲ್ಲಿ ಟ್ರೈನೀ ಇಂಜಿನಿಯರ್ ಗಳಾಗಿ ಉದ್ಯೋಗ ಪಡೆದಿದ್ದಾರೆ. ಕಾಲೇಜಿನ ಮೆಕ್ಯಾನಿಕಲ್ ಇಂಜಿನಿಯರಿಂಗ್ ವಿದ್ಯಾರ್ಥಿಗಳಾದ ಆರ್.ಜಿ.ಚಿನ್ಮಯ್, ಎಂ.ಎಸ್.ಮನೋಜ್ ಕುಮಾರ್, ಎಲೆಕ್ಟ್ರಿಕಲ್ ಇಂಜಿನಿಯರಿಂಗ್ ವಿದ್ಯಾರ್ಥಿಗಳಾದ ಬಿ.ಶಿವರಾಜ್, ಕೆ.ಎಂ.ಪ್ರಜ್ವಲ್ ಆಯ್ಕೆಯಾಗಿದ್ದಾರೆ. ಆಯ್ಕೆಯಾದ ವಿದ್ಯಾರ್ಥಿಗಳನ್ನು ಕಾಲೇಜಿನ ಪ್ರಾಂಶುಪಾಲರು ಹಾಗೂ ಉದ್ಯೋಗ ವಿಭಾಗದ ಅಧಿಕಾರಿಗಳು ಅಭಿನಂದಿಸಿದರು. ಕ್ಯಾಂಪಸ್ ಸಂದರ್ಶನದಲ್ಲಿ ಒಟ್ಟು 110 ವಿದ್ಯಾರ್ಥಿಗಳು ಭಾಗವಹಿಸಿದ್ದರು. ಪೋಷಕರ ಸಹಕಾರದಿಂದ ಆಯ್ಕೆಯಾದ ವಿದ್ಯಾರ್ಥಿಗಳು ಉತ್ತಮ ಭವಿಷ್ಯ ರೂಪಿಸಿಕೊಳ್ಳಲಿ ಎಂದು ಹಾರೈಸಿದರು. [40,1310,235,1580]
article-body-suttur-cont: ಜಗತ್ತಿನಾದ್ಯಂತ ಇರುವ ಪ್ರಾಚೀನ ಮಠಗಳಲ್ಲಿ ಸುತ್ತೂರು ಮಠ ಶಿಕ್ಷಣ ಸಂಸ್ಥೆಗಳನ್ನು ಸ್ಥಾಪಿಸಿ ಸಮಾಜದ ಎಲ್ಲಾ ಬಡ ವರ್ಗಗಳಿಗೆ ಆಸರೆಯಾಗಿದೆ ಎಂದು ಹಿರೇಕಲ್ಮಠದ ಡಾ. ಶ್ರೀ ಒಡೆಯರ್ ಚನ್ನಮಲ್ಲಿಕಾರ್ಜುನ ಶಿವಾಚಾರ್ಯ ಸ್ವಾಮೀಜಿ ಹೇಳಿದರು. ಮಳವಳ್ಳಿಯಲ್ಲಿ ಜನವರಿ ಜ.1ರಿಂದ 20ರವರೆಗೆ ಆದಿ ಜಗದ್ಗುರು ಶಿವರಾತ್ರೀಶ್ವರ ಶಿವಯೋಗಿಗಳ 1066ನೇ ಜಯಂತಿ ಕಾರ್ಯಕ್ರಮದ ಅಂಗವಾಗಿ ನಡೆಯುವ ಜಾತ್ರಾ ಮಹೋತ್ಸವ ನಿಮಿತ್ತ ಜನರಲ್ಲಿ ಧಾರ್ಮಿಕ ಜಾಗೃತಿ ಮೂಡಿಸಲು ಶಿವಮೊಗ್ಗ ಮುಖಾಂತರ ಹೊನ್ನಾಳಿಗೆ ಆಗಮಿಸಿದ ಧರ್ಮ ಜಾಗೃತಿ ರಥ ಸ್ವಾಗತಿಸಿ ಧರ್ಮಸಭೆಯಲ್ಲಿ ಮಾತನಾಡಿದರು. ಸುತ್ತೂರು ಮಠ ಪ್ರತಿವರ್ಷ ನಡೆಸುವ ಜಾತ್ರಾ ಮಹೋತ್ಸವದಲ್ಲಿ ಕೃಷಿ, ಧಾರ್ಮಿಕ, ಶೈಕ್ಷಣಿಕ, ಸಾಂಸ್ಕೃತಿಕ ಸೇರಿದಂತೆ ಅನೇಕ ಕಾರ್ಯಕ್ರಮಗಳನ್ನು ಹಮ್ಮಿಕೊಂಡು ಜನರಲ್ಲಿ ಜಾಗೃತಿ ಮೂಡಿಸುತ್ತಿದೆ ಎಂದರು. ಜೀವನದಲ್ಲಿ ಯಾವಾಗಲೂ ಸದಾಚಾರಗಳನ್ನು ಅಳವಡಿಸಿಕೊಂಡು ಬಾಳಬೇಕು ಎಂದರು. ಮಹಂತೇಶ್ ಹಾಗೂ ಚಂದ್ರಶೇಖರ ಸಹ ಮಾತನಾಡಿದರು. ಪಂಚಮಸಾಲಿ ಸಮಾಜದ ತಾಲೂಕು ಅಧ್ಯಕ್ಷ ಹಾಗೂ ಮುಖಂಡರು ಉಪಸ್ಥಿತರಿದ್ದರು. [515,736,720,966]
article-body-raste: • ಮಲೇಬೆನ್ನೂರು: ಪಟ್ಟಣದ ಹೃದಯ ಭಾಗದಲ್ಲಿ ಹಾದು ಹೋಗಿರುವ ರಾಜ್ಯ ಹೆದ್ದಾರಿ-25ರ 1 ಕಿ.ಮೀ ರಸ್ತೆ ಕಾಮಗಾರಿಯನ್ನು ಪರಿಶೀಲಿಸಲು ಕರ್ನಾಟಕ ರಸ್ತೆ ಅಭಿವೃದ್ಧಿ ನಿಗಮದ ಸೂಪರಿಂಟೆಂಡಿಂಗ್ ಎಂಜಿನಿಯರ್ ಸುಪ್ರಿಯಾ, ಎಇಇ ಮರಿಸ್ವಾಮಿ ಸ್ಥಳಕ್ಕೆ ಬಂದ ವೇಳೆ ಶಾಸಕ ಬಿ.ಪಿ. ಹರೀಶ್ ಚರ್ಚೆ ನಡೆಸಿದರು. ಪಟ್ಟಣದ ಮಧ್ಯಭಾಗದ 1 ಕಿ.ಮೀ ರಸ್ತೆಯನ್ನು ಆಗಲದ 2 ಪಥದ ರಸ್ತೆ 3 ಕೋಟಿ ವೆಚ್ಚದಲ್ಲಿ ನಿರ್ಮಾಣವಾಗಲಿದೆ. ಕಾಮಗಾರಿಯನ್ನು ಗುಣಮಟ್ಟದಿಂದ ನಿರ್ವಹಿಸಬೇಕು ಎಂದು ಸೂಚಿಸಿದರು. ಪುರಸಭೆ ಸದಸ್ಯರು, ಮುಖಂಡರು ಹಾಗೂ ನಾಗರಿಕರು ಇದ್ದರು. [832,1675,987,1960]
brief-headline: ಇಂದಿನಿಂದ ನಾಗನೂರಿನಲ್ಲಿ ಉಮಾಮಹೇಶ್ವರ ಜಾತ್ರೆ [92,767,265,816]
kicker-suttur: ಹಿರೇಕಲ್ಮಠದ ಡಾ. ಶ್ರೀ ಒಡೆಯರ್ ಚನ್ನಮಲ್ಲಿಕಾರ್ಜುನ ಶಿವಾಚಾರ್ಯ ಶ್ರೀಗಳು [295,412,702,432]
kirusuddi-column [40,170,265,947]
pull-quote: ಧರ್ಮದ ಆದಿಯಲ್ಲಿ ಬದುಕಿದ್ದರೆ ಮಾತ್ರ ಆತ ಸನ್ಮಾರ್ಗದಲ್ಲಿ ಮುನ್ನಡೆಯಲು ಸಾಧ್ಯ. ಅಧರ್ಮದಿಂದ ಹೋದರೆ ಮಾರ್ಗವೇ ದುರ್ಗಮವಾಗುತ್ತದೆ. ■ ಡಾ. ಶ್ರೀ ಒಡೆಯರ್ ಚನ್ನಮಲ್ಲಿಕಾರ್ಜುನ ಶಿವಾಚಾರ್ಯ ಸ್ವಾಮೀಜಿ [727,740,925,860]
registration-marks [818,1990,868,2004]
section-divider [285,993,1300,994]
section-divider [40,1262,1300,1263]
temp-divider [752,26,753,66]
logo-tagline: ರಾಷ್ಟ್ರ ಜಾಗೃತಿಯ ದೈನಿಕ [1270,50,1308,56]
photo-campus-students [245,1310,630,1402]
section-divider [40,1588,1300,1592]
header-date: 15 ಡಿಸೆಂಬರ್ 2025 [72,43,164,57]
kicker-raste: ಅಧಿಕಾರಿಗಳೊಂದಿಗೆ ರಸ್ತೆ ಸಮಸ್ಯೆ ಚರ್ಚಿಸಿದ ಶಾಸಕ [832,1600,1101,1620]
brief-headline: ಇಂದು ಶಾಲೆಗಳಿಗೆ ರಜೆ [112,170,265,194]
article-body-makkala-cont2: ಮಕ್ಕಳ ಆರೋಗ್ಯ, ಶಿಕ್ಷಣ, ಮಕ್ಕಳ ರಕ್ಷಣೆಯ ಹಕ್ಕು, ಸಮಾನತೆಯ ಹಕ್ಕುಗಳು ಮತ್ತು ರಕ್ಷಣೆ ಪ್ರತಿಯೊಬ್ಬ ಮಗುವಿಗೂ ಸುರಕ್ಷಿತ, ಆರೋಗ್ಯಕರ ಮತ್ತು ಸಮಾನ ಅವಕಾಶಗಳೊಂದಿಗೆ ಬೆಳೆಯಲು ಅವಕಾಶ ಕಲ್ಪಿಸುವುದು ನಮ್ಮೆಲ್ಲರ ಆದ್ಯ ಕರ್ತವ್ಯವಾಗಿದೆ. ಮಕ್ಕಳ ಮೇಲಿನ ದೌರ್ಜನ್ಯ, ನಿಂದನೆ ಅಪರಾಧ ತಡೆದು ಮಕ್ಕಳಿಗೆ ಉಚಿತ ಮತ್ತು ಕಡ್ಡಾಯ ಶಿಕ್ಷಣ ನೀಡಬೇಕು ಎಂದು ಡಾನ್ ಬಾಸ್ಕೋ ಸಂಸ್ಥೆಯ ಸಂಯೋಜಕ ಹಿರೇನಾಯ್ಕ್ ಹೇಳಿದರು. ಪಟ್ಟಣದಲ್ಲಿ ನಡೆದ ಕಾರ್ಯಕ್ರಮದಲ್ಲಿ ಮಾತನಾಡಿದರು. ದತ್ತು ಮತ್ತು ಪೋಷಕತ್ವದ ಬಗ್ಗೆ ಅರಿವು ಮೂಡಿಸಲಾಯಿತು. ಬಾಲ್ಯವಿವಾಹ ತಡೆಗಟ್ಟುವ ಕುರಿತು ಜಾಗೃತಿ ಮೂಡಿಸಲಾಯಿತು. ಮಕ್ಕಳ ರಕ್ಷಣಾ ಘಟಕದ ಅಧಿಕಾರಿಗಳು, ಶಿಕ್ಷಕರು ಹಾಗೂ ಪೋಷಕರು ಉಪಸ್ಥಿತರಿದ್ದರು. [600,1681,810,1838]
page-number: ೦೯ [1038,55,1152,87]
quote-attribution: ■ ಡಾ. ಶ್ರೀ ಒಡೆಯರ್ ಚನ್ನಮಲ್ಲಿಕಾರ್ಜುನ ಶಿವಾಚಾರ್ಯ ಸ್ವಾಮೀಜಿ [735,805,873,829]
